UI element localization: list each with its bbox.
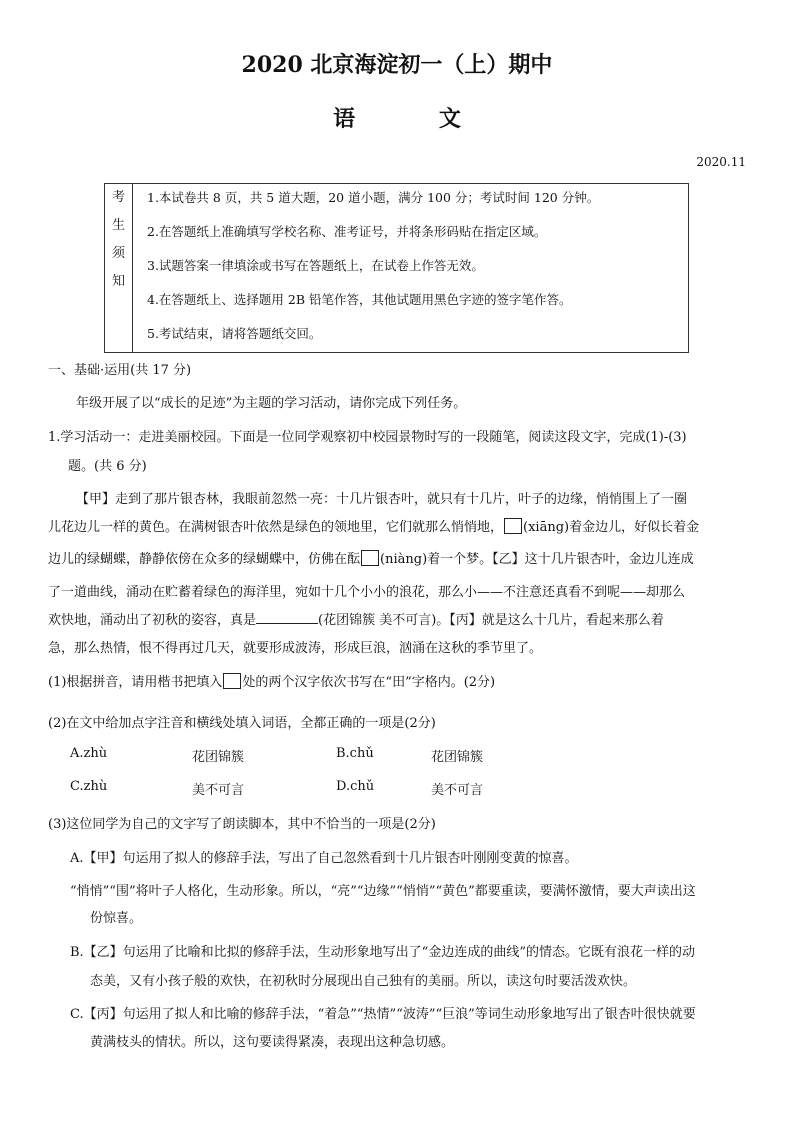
notice-label-char: 须 [111, 246, 125, 261]
answer-box[interactable] [361, 550, 379, 566]
sub-question-text: 处的两个汉字依次书写在“田”字格内。(2分) [242, 675, 496, 690]
sub-question-2: (2)在文中给加点字注音和横线处填入词语，全都正确的一项是(2分) [48, 716, 436, 731]
sub-question-1 [48, 671, 495, 690]
subject-title: 语 文 [333, 106, 499, 132]
notice-label-char: 生 [111, 218, 125, 233]
option-b-cont: 态美，又有小孩子般的欢快，在初秋时分展现出自己独有的美丽。所以，读这句时要活泼欢快。 [90, 974, 637, 989]
question-stem: 1.学习活动一：走进美丽校园。下面是一位同学观察初中校园景物时写的一段随笔，阅读这段文字，完成(1)-(3) [48, 430, 687, 445]
exam-date: 2020.11 [696, 155, 746, 169]
notice-item: 3.试题答案一律填涂或书写在答题纸上，在试卷上作答无效。 [147, 258, 484, 273]
passage-text: (xiāng)着金边儿，好似长着金 [523, 520, 700, 535]
option-c-cont: 黄满枝头的情状。所以，这句要读得紧凑，表现出这种急切感。 [90, 1035, 455, 1050]
notice-label-column [105, 184, 133, 352]
notice-label-char: 知 [111, 274, 125, 289]
passage-line: 了一道曲线，涌动在贮蓄着绿色的海洋里，宛如十几个小小的浪花，那么小——不注意还真看不到呢——却那么 [48, 585, 686, 600]
option-letter[interactable]: C.zhù [70, 779, 108, 794]
option-a-cont: 份惊喜。 [90, 911, 143, 926]
passage-text: 边儿的绿蝴蝶，静静依傍在众多的绿蝴蝶中，仿佛在酝 [48, 552, 361, 567]
exam-notice-box [104, 183, 689, 353]
answer-box[interactable] [504, 518, 522, 534]
passage-text: (花团锦簇 美不可言)。【丙】就是这么十几片，看起来那么着 [318, 613, 664, 628]
option-text: 美不可言 [431, 783, 484, 798]
passage-line [48, 609, 664, 628]
notice-item: 2.在答题纸上准确填写学校名称、准考证号，并将条形码贴在指定区域。 [147, 224, 547, 239]
question-stem-cont: 题。(共 6 分) [68, 459, 147, 474]
page-title: 2020 北京海淀初一（上）期中 [241, 52, 553, 78]
answer-box-icon [223, 673, 241, 689]
sub-question-3: (3)这位同学为自己的文字写了朗读脚本，其中不恰当的一项是(2分) [48, 817, 436, 832]
option-a-cont: “悄悄”“围”将叶子人格化，生动形象。所以，“亮”“边缘”“悄悄”“黄色”都要重读，要满怀激情，要大声读出这 [70, 884, 696, 899]
section-intro: 年级开展了以“成长的足迹”为主题的学习活动，请你完成下列任务。 [76, 396, 467, 411]
option-a[interactable]: A.【甲】句运用了拟人的修辞手法，写出了自己忽然看到十几片银杏叶刚刚变黄的惊喜。 [70, 851, 578, 866]
option-text: 花团锦簇 [192, 750, 245, 765]
notice-label-char: 考 [111, 190, 125, 205]
option-text: 美不可言 [192, 783, 245, 798]
passage-line [48, 516, 699, 535]
notice-item: 5.考试结束，请将答题纸交回。 [147, 326, 322, 341]
option-letter[interactable]: A.zhù [70, 746, 108, 761]
option-b[interactable]: B.【乙】句运用了比喻和比拟的修辞手法，生动形象地写出了“金边连成的曲线”的情态。它既有浪花一样的动 [70, 945, 695, 960]
option-text: 花团锦簇 [431, 750, 484, 765]
option-letter[interactable]: D.chǔ [336, 779, 375, 794]
passage-text: 儿花边儿一样的黄色。在满树银杏叶依然是绿色的领地里，它们就那么悄悄地， [48, 520, 504, 535]
notice-item: 1.本试卷共 8 页，共 5 道大题，20 道小题，满分 100 分；考试时间 120 分钟。 [147, 190, 600, 205]
passage-text: (niàng)着一个梦。【乙】这十几片银杏叶，金边儿连成 [380, 552, 694, 567]
notice-item: 4.在答题纸上、选择题用 2B 铅笔作答，其他试题用黑色字迹的签字笔作答。 [147, 292, 572, 307]
passage-line [48, 548, 694, 567]
sub-question-text: (1)根据拼音，请用楷书把填入 [48, 675, 223, 690]
section-heading: 一、基础·运用(共 17 分) [48, 363, 192, 378]
passage-line: 急，那么热情，恨不得再过几天，就要形成波涛，形成巨浪，汹涌在这秋的季节里了。 [48, 641, 543, 656]
option-c[interactable]: C.【丙】句运用了拟人和比喻的修辞手法，“着急”“热情”“波涛”“巨浪”等词生动形象地写出了银杏叶很快就要 [70, 1007, 696, 1022]
passage-line: 【甲】走到了那片银杏林，我眼前忽然一亮：十几片银杏叶，就只有十几片，叶子的边缘，悄悄围上了一圈 [76, 492, 688, 507]
option-letter[interactable]: B.chǔ [336, 746, 374, 761]
passage-text: 欢快地，涌动出了初秋的姿容，真是 [48, 613, 257, 628]
fill-blank[interactable] [256, 611, 318, 624]
